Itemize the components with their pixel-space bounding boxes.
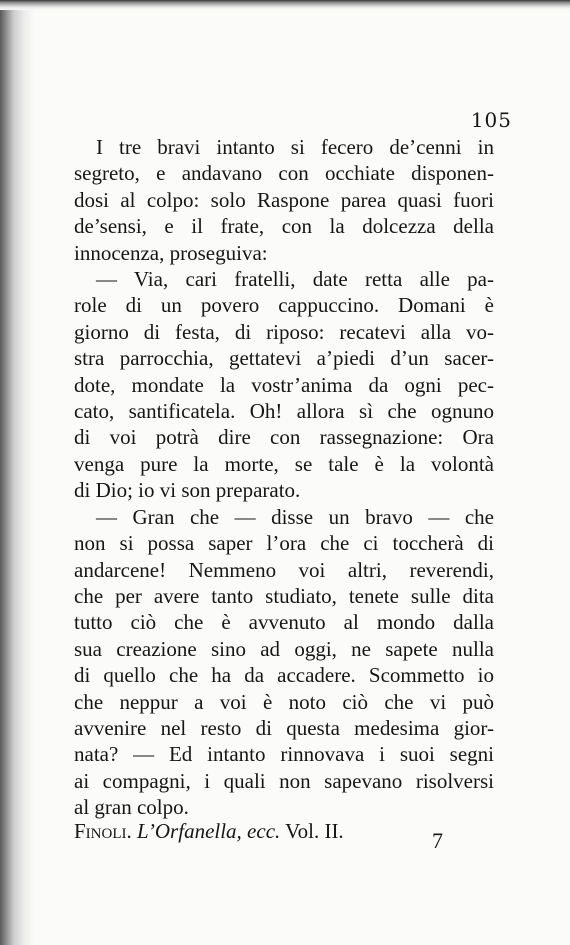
text-line: di voi potrà dire con rassegnazione: Ora	[74, 425, 494, 450]
book-spine-shadow	[0, 0, 34, 945]
text-line: I tre bravi intanto si fecero de’cenni in	[96, 135, 494, 159]
footer-signature-line	[74, 818, 474, 844]
text-line: cato, santificatela. Oh! allora sì che ognuno	[74, 399, 494, 424]
text-line: non si possa saper l’ora che ci toccherà di	[74, 531, 494, 556]
text-line: giorno di festa, di riposo: recatevi alla vo-	[74, 319, 494, 344]
signature-mark: 7	[432, 828, 443, 853]
text-line: avvenire nel resto di questa medesima gior-	[74, 715, 494, 740]
footer-author: Finoli.	[74, 819, 132, 843]
text-line: dote, mondate la vostr’anima da ogni pec-	[74, 372, 494, 397]
text-line: dosi al colpo: solo Raspone parea quasi fuori	[74, 187, 494, 212]
text-line: al gran colpo.	[74, 795, 189, 820]
text-line: de’sensi, e il frate, con la dolcezza della	[74, 214, 494, 239]
footer-title: L’Orfanella, ecc.	[137, 819, 281, 843]
body-text	[74, 134, 494, 821]
text-line: role di un povero cappuccino. Domani è	[74, 293, 494, 318]
text-line: — Gran che — disse un bravo — che	[96, 504, 494, 529]
text-line: che per avere tanto studiato, tenete sulle dita	[74, 583, 494, 608]
text-line: ai compagni, i quali non sapevano risolversi	[74, 768, 494, 793]
footer-volume: Vol. II.	[285, 819, 344, 843]
text-line: — Via, cari fratelli, date retta alle pa-	[96, 267, 494, 292]
text-line: di quello che ha da accadere. Scommetto io	[74, 663, 494, 688]
text-line: sua creazione sino ad oggi, ne sapete nulla	[74, 636, 494, 661]
text-line: innocenza, proseguiva:	[74, 240, 268, 265]
text-line: tutto ciò che è avvenuto al mondo dalla	[74, 610, 494, 635]
page-top-edge	[0, 0, 570, 10]
text-line: di Dio; io vi son preparato.	[74, 478, 301, 503]
text-line: segreto, e andavano con occhiate disponen-	[74, 161, 494, 186]
page-number: 105	[470, 108, 512, 132]
text-line: nata? — Ed intanto rinnovava i suoi segni	[74, 742, 494, 767]
text-line: venga pure la morte, se tale è la volontà	[74, 451, 494, 476]
text-line: andarcene! Nemmeno voi altri, reverendi,	[74, 557, 494, 582]
text-line: che neppur a voi è noto ciò che vi può	[74, 689, 494, 714]
text-line: stra parrocchia, gettatevi a’piedi d’un sacer-	[74, 346, 494, 371]
